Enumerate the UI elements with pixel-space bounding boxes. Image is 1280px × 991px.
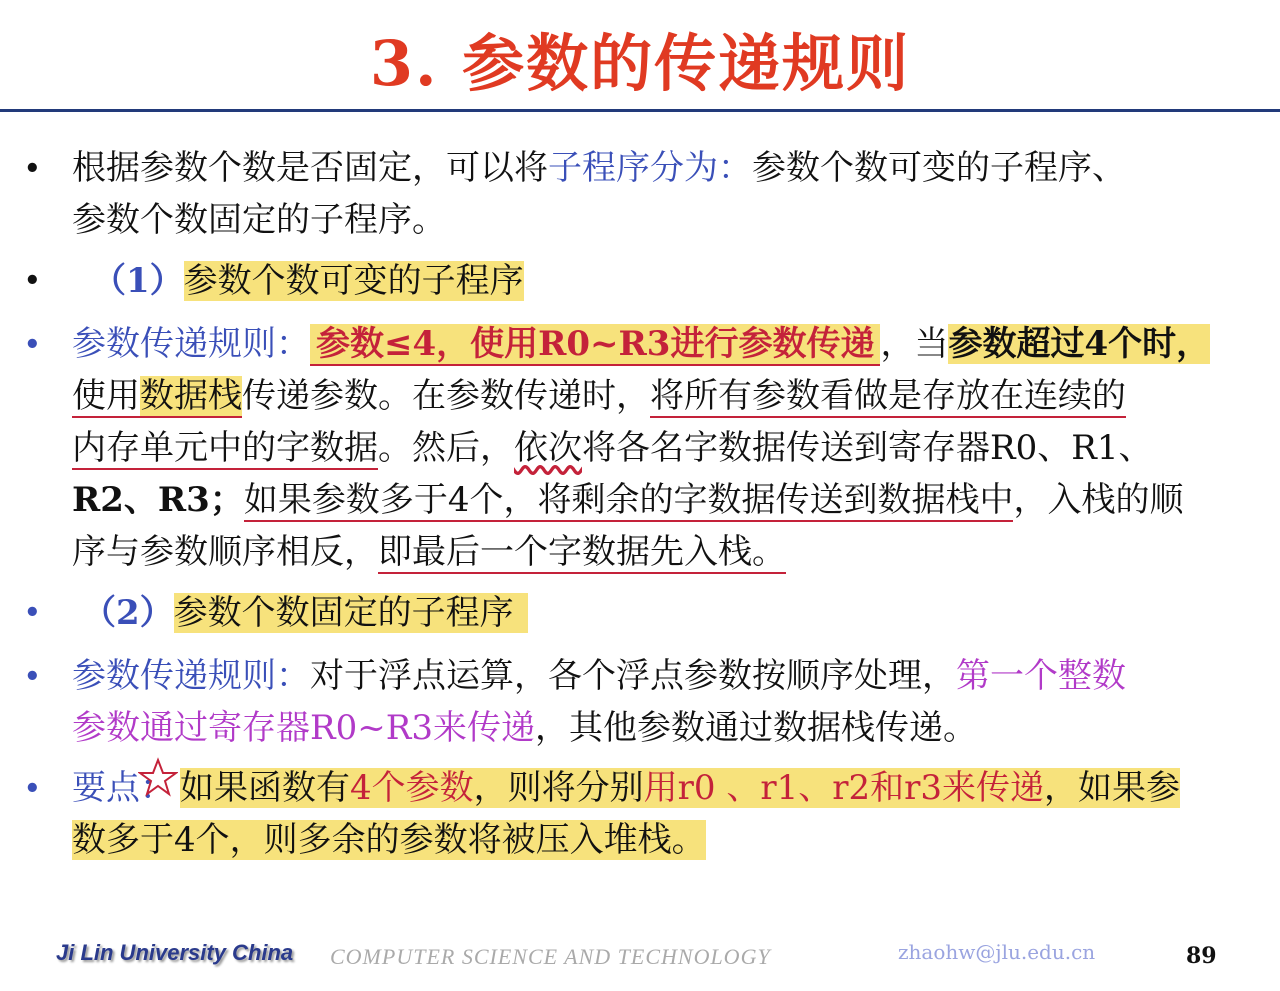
text-span: 参数个数固定的子程序 [174, 593, 528, 633]
page-number: 89 [1186, 943, 1217, 969]
bullet-dot: • [24, 774, 41, 804]
bullet-2-line [92, 261, 524, 301]
text-span: ，其他参数通过数据栈传递。 [534, 708, 977, 748]
text-span: 使用 [72, 376, 140, 416]
text-span: 根据参数个数是否固定，可以将 [72, 148, 548, 188]
text-span: 即最后一个字数据先入栈。 [378, 532, 786, 572]
text-span: 。然后， [378, 428, 514, 468]
text-span: 参数通过寄存器R0~R3来传递 [72, 708, 535, 748]
text-span: 传递参数。在参数传递时， [242, 376, 650, 416]
text-span: 第一个整数 [956, 656, 1126, 696]
footer-university: Ji Lin University China [56, 940, 294, 965]
text-span: R2、R3； [72, 480, 244, 520]
text-span: 4个参数 [350, 768, 474, 808]
title-divider [0, 109, 1280, 112]
bullet-dot: • [24, 330, 41, 360]
bullet-5-line-2 [72, 708, 977, 748]
bullet-3-line-5 [72, 532, 786, 572]
text-span: 参数传递规则： [72, 324, 310, 364]
text-span: ，当 [880, 324, 949, 364]
footer-email: zhaohw@jlu.edu.cn [898, 940, 1096, 964]
text-span: ，则将分别 [473, 768, 644, 808]
slide-title: 3. 参数的传递规则 [369, 27, 911, 100]
text-span: 序与参数顺序相反， [72, 532, 378, 572]
bullet-1-line-2: 参数个数固定的子程序。 [72, 200, 446, 240]
text-span: 如果参数多于4个，将剩余的字数据传送到数据栈中 [243, 480, 1014, 520]
bullet-3-line-4 [72, 480, 1183, 520]
bullet-5-line-1 [72, 656, 1126, 696]
bullet-3-line-2 [72, 376, 1126, 416]
text-span: 用r0 、r1、r2和r3来传递 [643, 768, 1044, 808]
bullet-dot: • [24, 598, 41, 628]
text-span: 子程序分为： [548, 148, 752, 188]
bullet-dot: • [24, 154, 41, 184]
text-span: （1） [92, 261, 184, 301]
text-span: 参数超过4个时， [948, 324, 1211, 364]
text-span: 要点： [72, 768, 174, 808]
text-span: 如果函数有 [180, 768, 350, 808]
text-span: （2） [82, 593, 174, 633]
text-span: 依次 [514, 428, 582, 468]
text-span: ，如果参 [1044, 768, 1180, 808]
text-span: 参数个数可变的子程序、 [752, 148, 1126, 188]
bullet-6-line-1 [72, 768, 1180, 808]
text-span: 内存单元中的字数据 [72, 428, 378, 468]
text-span: ，入栈的顺 [1013, 480, 1184, 520]
text-span: 将各名字数据传送到寄存器R0、R1、 [582, 428, 1153, 468]
bullet-4-line [82, 593, 528, 633]
bullet-3-line-3 [72, 428, 1152, 468]
text-span: 参数传递规则： [72, 656, 310, 696]
text-span: 将所有参数看做是存放在连续的 [650, 376, 1126, 416]
bullet-dot: • [24, 266, 41, 296]
text-span: 参数个数可变的子程序 [183, 261, 524, 301]
bullet-1-line-1 [72, 148, 1126, 188]
text-span: 数据栈 [140, 376, 242, 416]
star-mark-icon [138, 757, 178, 797]
text-span: 数多于4个，则多余的参数将被压入堆栈。 [72, 820, 706, 860]
bullet-dot: • [24, 662, 41, 692]
text-span: 对于浮点运算，各个浮点参数按顺序处理， [310, 656, 956, 696]
bullet-3-line-1 [72, 324, 1210, 364]
bullet-6-line-2 [72, 820, 706, 860]
text-span: 参数≤4，使用R0~R3进行参数传递 [310, 324, 880, 366]
footer-department: COMPUTER SCIENCE AND TECHNOLOGY [330, 944, 771, 969]
